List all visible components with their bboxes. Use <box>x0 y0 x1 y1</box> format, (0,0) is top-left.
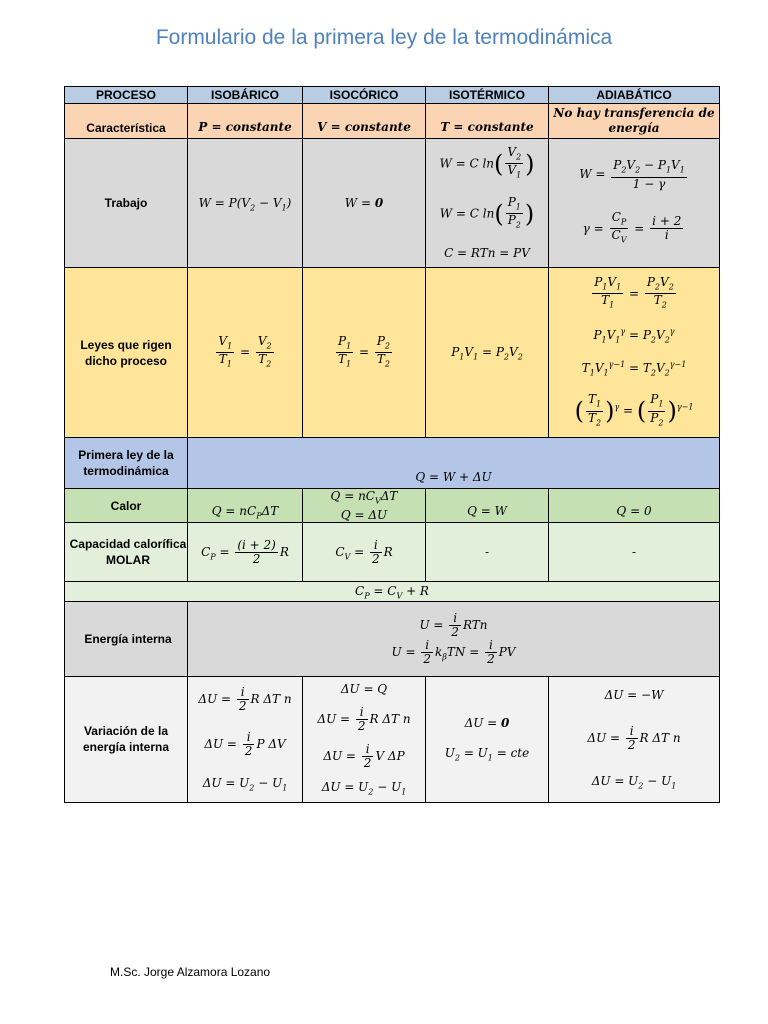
row-cp-cv <box>65 582 720 601</box>
delta-u-isobarico-formulas: ΔU = $\frac{i}{2}$ R ΔT n ΔU = $\frac{i}{2}$ P ΔV $\Delta U = U_2 - U_1$ <box>198 684 292 793</box>
header-isobarico: ISOBÁRICO <box>188 87 303 104</box>
capacity-isotermico: - <box>484 545 490 560</box>
work-isotermico-formulas: W = C ln( $\frac{V_2}{V_1}$ ) W = C ln( $\frac{P_1}{P_2}$ ) C = RTn = PV <box>439 145 535 260</box>
heat-isobarico-formula: $Q = nC_P\Delta T$ <box>211 504 279 521</box>
row-primera-ley <box>65 438 720 489</box>
delta-u-adiabatico-formulas: ΔU = −W ΔU = $\frac{i}{2}$ R ΔT n $\Delta U = U_2 - U_1$ <box>587 688 681 791</box>
char-isobarico: P = constante <box>198 120 292 134</box>
label-calor: Calor <box>65 489 188 523</box>
row-trabajo <box>65 139 720 268</box>
row-capacidad <box>65 523 720 582</box>
label-trabajo: Trabajo <box>65 139 188 268</box>
header-isocorico: ISOCÓRICO <box>303 87 426 104</box>
work-isocorico-formula: W = 0 <box>344 196 384 210</box>
label-primera-ley: Primera ley de la termodinámica <box>65 438 188 489</box>
label-variacion: Variación de la energía interna <box>65 676 188 802</box>
row-calor <box>65 489 720 523</box>
char-isocorico: V = constante <box>317 120 411 134</box>
delta-u-isocorico-formulas: ΔU = Q ΔU = $\frac{i}{2}$ R ΔT n ΔU = $\frac{i}{2}$ V ΔP $\Delta U = U_2 - U_1$ <box>317 681 411 797</box>
internal-energy-formulas: U = $\frac{i}{2}$ RTn U = $\frac{i}{2}$ $k_\beta TN$ = $\frac{i}{2}$ PV <box>391 610 516 666</box>
label-capacidad: Capacidad calorífica MOLAR <box>65 523 188 582</box>
label-energia-interna: Energía interna <box>65 601 188 676</box>
work-adiabatico-formulas: W = $\frac{P_2V_2 - P_1V_1}{1 - \gamma}$ γ = $\frac{C_P}{C_V}$ = $\frac{i + 2}{i}$ <box>579 158 685 245</box>
cp-cv-relation-formula: $C_P = C_V + R$ <box>355 584 429 601</box>
header-isotermico: ISOTÉRMICO <box>426 87 549 104</box>
first-law-formula: Q = W + ΔU <box>415 470 492 484</box>
label-caracteristica: Característica <box>65 104 188 139</box>
delta-u-isotermico-formulas: ΔU = 0 $U_2 = U_1$ = cte <box>444 716 530 763</box>
row-caracteristica <box>65 104 720 139</box>
row-variacion <box>65 676 720 802</box>
page-title: Formulario de la primera ley de la termodinámica <box>155 26 613 49</box>
header-row <box>65 87 720 104</box>
law-isobarico-formula: $\frac{V_1}{T_1}$ = $\frac{V_2}{T_2}$ <box>218 333 272 369</box>
label-leyes: Leyes que rigen dicho proceso <box>65 268 188 438</box>
capacity-adiabatico: - <box>631 545 637 560</box>
law-isotermico-formula: $P_1V_1 = P_2V_2$ <box>451 345 523 362</box>
law-adiabatico-formulas: $\frac{P_1V_1}{T_1}$ = $\frac{P_2V_2}{T_2}$ $P_1V_1^\gamma = P_2V_2^\gamma$ $T_1V_1^{\gamma-1} = T_2V_2^{\gamma-1}$ ( $\frac{T_1}{T_2}$ )$^\gamma$ = ( $\frac{P_1}{P_2}$ )$^{\gamma-1}$ <box>574 274 694 428</box>
char-adiabatico: No hay transferencia de energía <box>553 106 715 135</box>
heat-isotermico-formula: Q = W <box>467 504 507 519</box>
author-footer: M.Sc. Jorge Alzamora Lozano <box>110 965 271 979</box>
capacity-isocorico-formula: $C_V$ = $\frac{i}{2}$ R <box>335 537 393 566</box>
row-energia-interna <box>65 601 720 676</box>
heat-adiabatico-formula: Q = 0 <box>616 504 652 519</box>
capacity-isobarico-formula: $C_P$ = $\frac{(i + 2)}{2}$ R <box>201 537 289 566</box>
char-isotermico: T = constante <box>440 120 534 134</box>
header-adiabatico: ADIABÁTICO <box>549 87 720 104</box>
work-isobarico-formula: $W = P(V_2 - V_1)$ <box>198 195 292 213</box>
formula-table <box>64 86 720 803</box>
law-isocorico-formula: $\frac{P_1}{T_1}$ = $\frac{P_2}{T_2}$ <box>337 333 391 369</box>
header-proceso: PROCESO <box>65 87 188 104</box>
heat-isocorico-formula: $Q = nC_V\Delta T$ Q = ΔU <box>330 489 398 523</box>
row-leyes <box>65 268 720 438</box>
